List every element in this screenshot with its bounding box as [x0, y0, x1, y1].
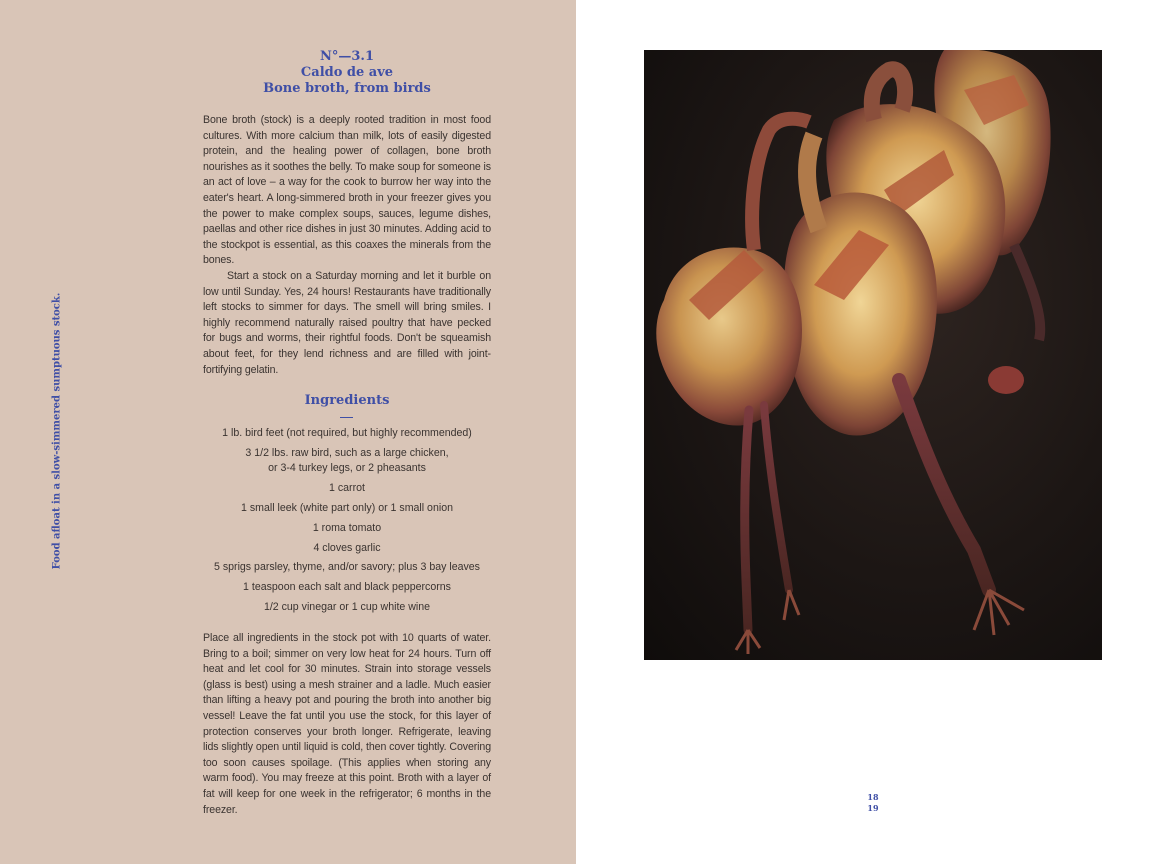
ingredients-list [203, 426, 491, 620]
intro-text [203, 113, 491, 378]
bird-right-leg [1014, 245, 1040, 340]
ingredient-item: 1/2 cup vinegar or 1 cup white wine [263, 600, 431, 613]
method-paragraph: Place all ingredients in the stock pot with 10 quarts of water. Bring to a boil; simmer on very low heat for 24 hours. Turn off heat and let cool for 30 minutes. Strain into storage vessels (glass is best) using a mesh strainer and a ladle. Much easier than lifting a heavy pot and pouring the broth into another big vessel! Leave the fat until you use the stock, for this layer of protection conserves your broth longer. Refrigerate, leaving lids slightly open until liquid is cold, then cover tightly. Covering too soon causes spoilage. (This applies when storing any warm food). You may freeze at this point. Broth with a layer of fat will keep for one week in the refrigerator; 6 months in the freezer. [203, 632, 491, 816]
bird-center-leg [899, 380, 989, 590]
ingredient-item: 1 small leek (white part only) or 1 small onion [241, 501, 453, 514]
recipe-title-spanish: Caldo de ave [300, 65, 394, 80]
side-caption: Food afloat in a slow-simmered sumptuous stock. [51, 292, 63, 570]
poultry-illustration [644, 50, 1102, 660]
poultry-photo [644, 50, 1102, 660]
recipe-number: N°—3.1 [320, 49, 374, 64]
method-text [203, 631, 491, 818]
bird-left-leg-2 [764, 405, 789, 590]
recipe-header [203, 49, 491, 97]
ingredients-title: Ingredients [304, 393, 390, 408]
ingredients-divider [340, 417, 353, 418]
bird-center-body [784, 193, 937, 436]
ingredient-item: 1 teaspoon each salt and black peppercorns [243, 581, 451, 594]
bird-left-leg [745, 410, 749, 630]
ingredient-item: 1 roma tomato [312, 521, 382, 534]
recipe-title-english: Bone broth, from birds [263, 81, 431, 96]
ingredient-item: 5 sprigs parsley, thyme, and/or savory; plus 3 bay leaves [214, 561, 480, 574]
page-numbers [855, 792, 891, 814]
ingredient-item: 1 lb. bird feet (not required, but highly recommended) [222, 427, 472, 439]
page-number-right: 19 [867, 803, 879, 813]
ingredient-item: 3 1/2 lbs. raw bird, such as a large chicken, or 3-4 turkey legs, or 2 pheasants [245, 446, 449, 475]
page-number-left: 18 [867, 792, 879, 802]
intro-paragraph-1: Bone broth (stock) is a deeply rooted tradition in most food cultures. With more calcium than milk, lots of easily digested protein, and the healing power of collagen, bone broth nourishes as it soothes the belly. To make soup for someone is an act of love – a way for the cook to burrow her way into the eater's heart. A long-simmered broth in your freezer gives you the power to make complex soups, sauces, legume dishes, paellas and other rice dishes in just 30 minutes. Adding acid to the stockpot is essential, as this coaxes the minerals from the bones. [203, 114, 491, 267]
ingredient-item: 1 carrot [329, 482, 365, 495]
bird-head [988, 366, 1024, 394]
bird-center-foot [974, 590, 1024, 635]
intro-paragraph-2: Start a stock on a Saturday morning and let it burble on low until Sunday. Yes, 24 hours! Restaurants have traditionally left stocks to simmer for days. The smell will bring smiles. I highly recommend naturally raised poultry that have pecked for bugs and worms, their rightful foods. Don't be squeamish about feet, for they lend richness and are filled with joint-fortifying gelatin. [203, 269, 491, 376]
ingredient-item: 4 cloves garlic [313, 541, 381, 554]
bird-center-neck [807, 135, 819, 230]
